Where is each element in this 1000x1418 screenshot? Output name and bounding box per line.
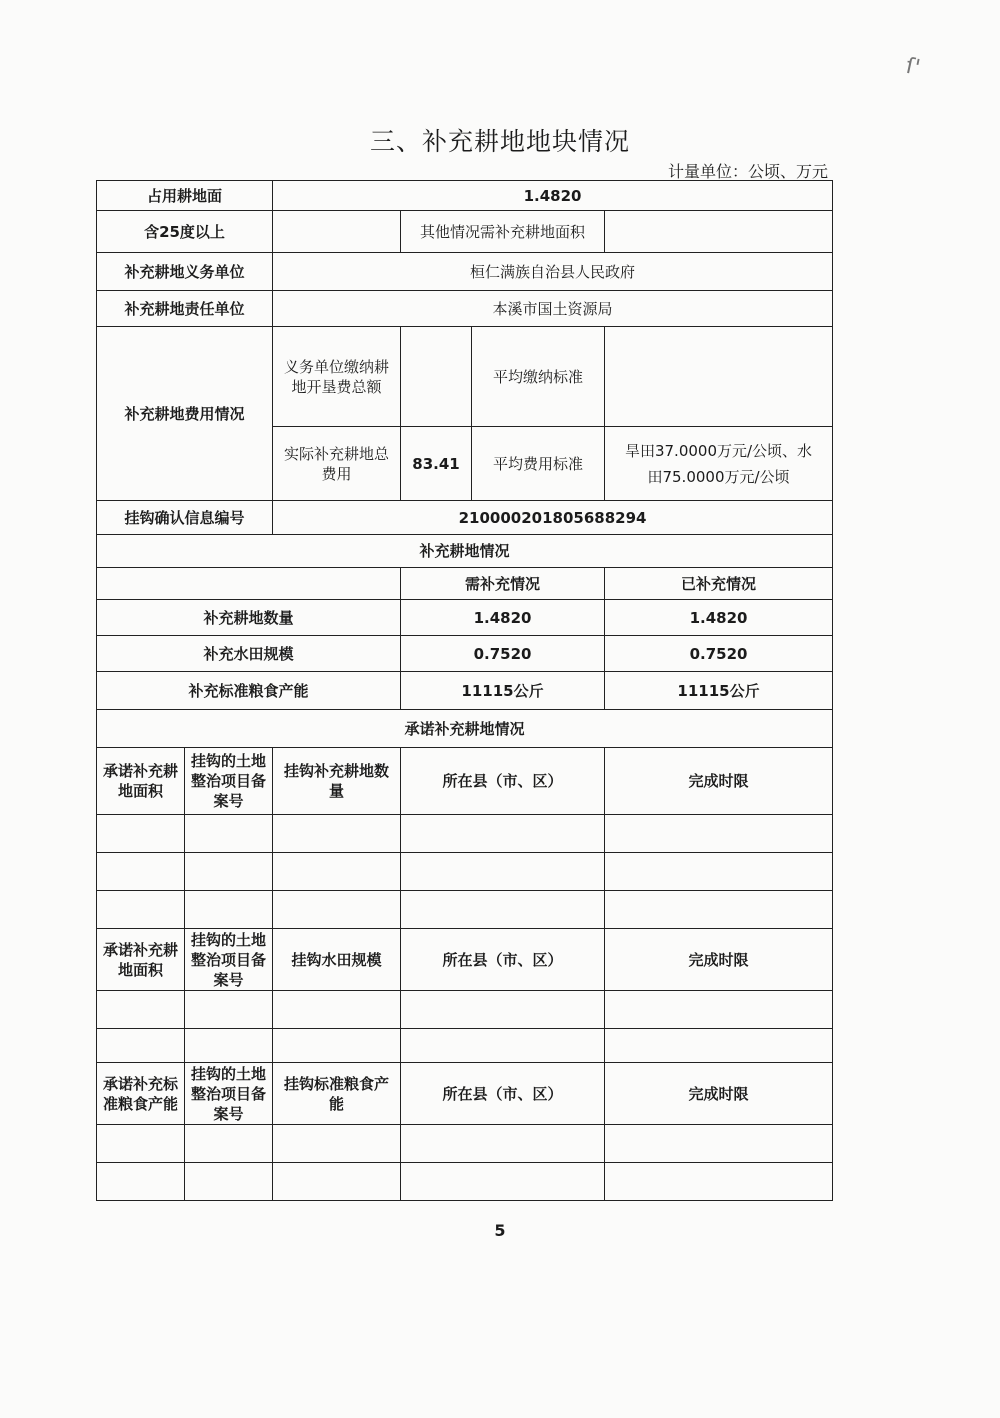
empty-cell [273,991,401,1029]
commitment-header-row [97,929,833,991]
hook-id-row [97,501,833,535]
commitment-header-row [97,1063,833,1125]
empty-cell [273,853,401,891]
commitment-section-title: 承诺补充耕地情况 [97,710,833,748]
page-title: 三、补充耕地地块情况 [369,127,630,156]
empty-cell [97,1125,185,1163]
empty-cell [605,1163,833,1201]
actual-total-value: 83.41 [401,427,472,501]
empty-cell [273,1125,401,1163]
deadline-header: 完成时限 [605,929,833,991]
empty-cell [185,853,273,891]
commitment-empty-row [97,1163,833,1201]
supplement-item-needed: 0.7520 [401,636,605,672]
obligation-value: 桓仁满族自治县人民政府 [273,253,833,291]
supplement-section-row [97,535,833,568]
empty-cell [401,1125,605,1163]
handwritten-mark: ſ' [903,53,923,82]
empty-cell [97,1029,185,1063]
supplement-row [97,636,833,672]
project-record-header: 挂钩的土地整治项目备案号 [185,1063,273,1125]
supplement-item-label: 补充水田规模 [97,636,401,672]
empty-cell [401,991,605,1029]
commitment-empty-row [97,1029,833,1063]
supplement-item-done: 1.4820 [605,600,833,636]
empty-cell [605,1125,833,1163]
responsibility-value: 本溪市国土资源局 [273,291,833,327]
empty-cell [185,1125,273,1163]
empty-cell [401,1163,605,1201]
supplement-item-needed: 11115公斤 [401,672,605,710]
slope-label: 含25度以上 [97,211,273,253]
supplement-section-title: 补充耕地情况 [97,535,833,568]
empty-cell [401,815,605,853]
empty-cell [273,1029,401,1063]
hook-paddy-header: 挂钩水田规模 [273,929,401,991]
col-needed-header: 需补充情况 [401,568,605,600]
empty-cell [185,1029,273,1063]
empty-cell [97,815,185,853]
empty-cell [605,991,833,1029]
empty-cell [185,1163,273,1201]
page-number: 5 [494,1221,506,1240]
fee-total-value [401,327,472,427]
supplement-land-table [96,180,833,1201]
supplement-row [97,600,833,636]
commitment-empty-row [97,891,833,929]
empty-cell [185,891,273,929]
hook-id-label: 挂钩确认信息编号 [97,501,273,535]
empty-cell [401,853,605,891]
supplement-header-blank [97,568,401,600]
project-record-header: 挂钩的土地整治项目备案号 [185,929,273,991]
occupied-value: 1.4820 [273,181,833,211]
commitment-empty-row [97,991,833,1029]
empty-cell [605,815,833,853]
commitment-empty-row [97,1125,833,1163]
fee-total-label: 义务单位缴纳耕地开垦费总额 [273,327,401,427]
empty-cell [97,1163,185,1201]
commitment-empty-row [97,815,833,853]
commitment-empty-row [97,853,833,891]
empty-cell [401,891,605,929]
empty-cell [605,853,833,891]
supplement-item-needed: 1.4820 [401,600,605,636]
empty-cell [273,891,401,929]
avg-cost-value [605,427,833,501]
hook-grain-header: 挂钩标准粮食产能 [273,1063,401,1125]
avg-cost-line2: 田75.0000万元/公顷 [647,467,790,486]
commitment-section-row [97,710,833,748]
col-done-header: 已补充情况 [605,568,833,600]
cost-label: 补充耕地费用情况 [97,327,273,501]
slope-value [273,211,401,253]
supplement-header-row [97,568,833,600]
county-header: 所在县（市、区） [401,929,605,991]
responsibility-row [97,291,833,327]
avg-cost-label: 平均费用标准 [472,427,605,501]
other-value [605,211,833,253]
occupied-row [97,181,833,211]
slope-row [97,211,833,253]
empty-cell [273,1163,401,1201]
unit-note: 计量单位：公顷、万元 [667,162,828,181]
empty-cell [97,991,185,1029]
obligation-label: 补充耕地义务单位 [97,253,273,291]
avg-fee-value [605,327,833,427]
commit-grain-header: 承诺补充标准粮食产能 [97,1063,185,1125]
supplement-item-label: 补充耕地数量 [97,600,401,636]
supplement-item-label: 补充标准粮食产能 [97,672,401,710]
empty-cell [273,815,401,853]
county-header: 所在县（市、区） [401,1063,605,1125]
hook-id-value: 210000201805688294 [273,501,833,535]
hook-quantity-header: 挂钩补充耕地数量 [273,748,401,815]
supplement-item-done: 11115公斤 [605,672,833,710]
empty-cell [185,991,273,1029]
commit-area-header: 承诺补充耕地面积 [97,929,185,991]
empty-cell [605,891,833,929]
commit-area-header: 承诺补充耕地面积 [97,748,185,815]
commitment-header-row [97,748,833,815]
obligation-row [97,253,833,291]
actual-total-label: 实际补充耕地总费用 [273,427,401,501]
fee-row-1 [97,327,833,427]
empty-cell [185,815,273,853]
responsibility-label: 补充耕地责任单位 [97,291,273,327]
empty-cell [605,1029,833,1063]
empty-cell [97,891,185,929]
occupied-label: 占用耕地面 [97,181,273,211]
project-record-header: 挂钩的土地整治项目备案号 [185,748,273,815]
supplement-row [97,672,833,710]
supplement-item-done: 0.7520 [605,636,833,672]
deadline-header: 完成时限 [605,1063,833,1125]
avg-fee-label: 平均缴纳标准 [472,327,605,427]
county-header: 所在县（市、区） [401,748,605,815]
other-label: 其他情况需补充耕地面积 [401,211,605,253]
empty-cell [97,853,185,891]
avg-cost-line1: 旱田37.0000万元/公顷、水 [624,441,813,460]
empty-cell [401,1029,605,1063]
deadline-header: 完成时限 [605,748,833,815]
